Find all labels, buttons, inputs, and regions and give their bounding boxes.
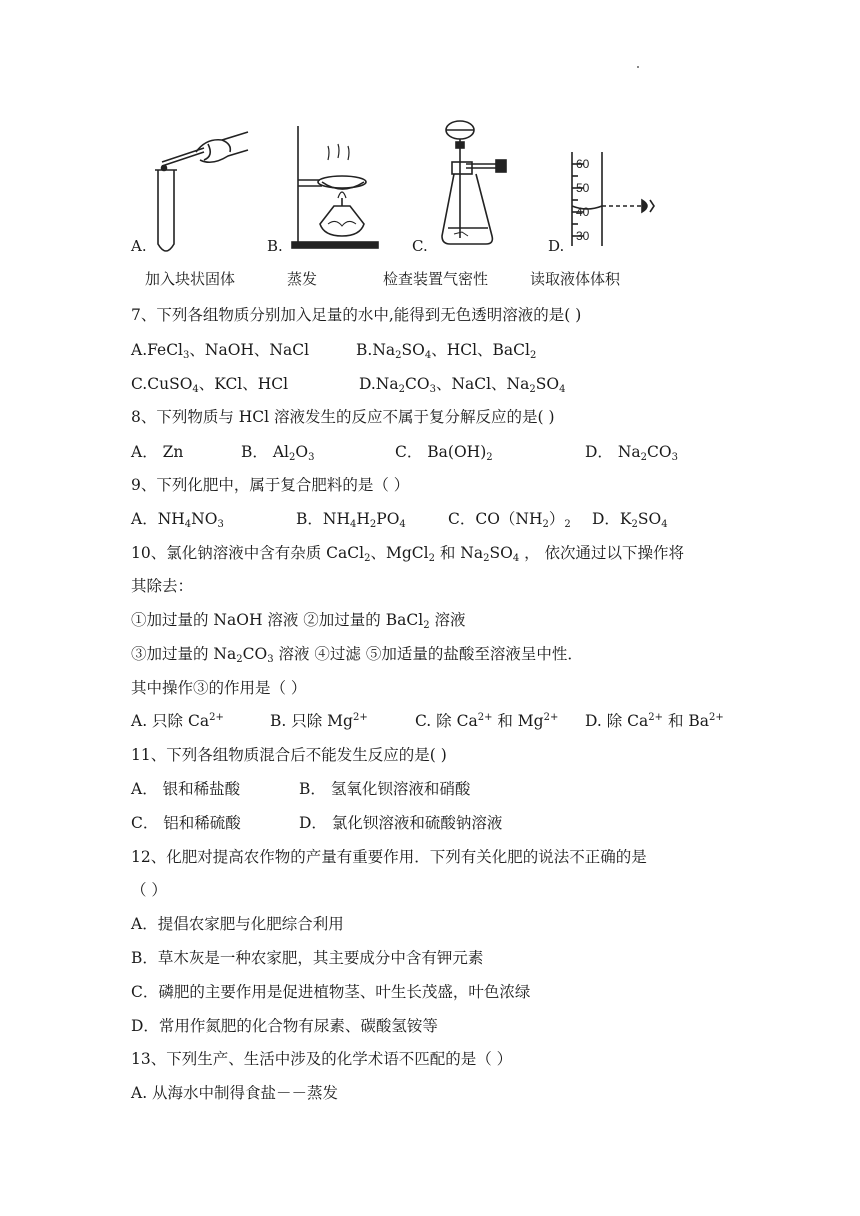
q10-text: ， 依次通过以下操作将 [519, 544, 685, 562]
q10-c-sup: 2+ [477, 712, 493, 723]
q10-text: ①加过量的 NaOH 溶液 ②加过量的 BaCl [131, 611, 424, 629]
q10-sub: 2 [423, 620, 430, 631]
q10-c-text: 和 Mg [492, 712, 544, 730]
q10-option-d [585, 709, 724, 731]
q10-option-c [415, 709, 558, 731]
q9-b-sub: 2 [369, 519, 377, 530]
q10-d-text: D. 除 Ca [585, 712, 649, 730]
q8-b-text: O [295, 443, 309, 461]
q11-stem: 11、下列各组物质混合后不能发生反应的是( ) [131, 746, 447, 764]
q9-option-b [296, 507, 406, 530]
figure-a-label: A. [131, 237, 147, 255]
q10-a-text: A. 只除 Ca [131, 712, 210, 730]
q10-sub: 2 [483, 553, 490, 564]
q7-option-b [356, 338, 536, 361]
q8-d-text: D． Na [585, 443, 641, 461]
q8-d-sub: 2 [640, 452, 648, 463]
figure-a-caption: 加入块状固体 [145, 270, 236, 288]
q9-a-sub: 4 [184, 519, 192, 530]
q9-c-sub: 2 [542, 519, 549, 530]
q10-b-sup: 2+ [352, 712, 368, 723]
q9-b-sub: 4 [399, 519, 406, 530]
q7-stem: 7、下列各组物质分别加入足量的水中,能得到无色透明溶液的是( ) [131, 306, 582, 324]
q12-stem-line1: 12、化肥对提高农作物的产量有重要作用．下列有关化肥的说法不正确的是 [131, 848, 647, 866]
figure-d-caption: 读取液体体积 [530, 270, 621, 288]
q13-option-a: A. 从海水中制得食盐－－蒸发 [131, 1084, 339, 1102]
q11-option-b: B． 氢氧化钡溶液和硝酸 [299, 780, 471, 798]
q9-a-sub: 3 [217, 519, 224, 530]
q7-b-text: B.Na [356, 341, 396, 359]
q10-sub: 3 [267, 654, 274, 665]
q10-d-sup: 2+ [709, 712, 724, 723]
q7-d-sub: 2 [529, 384, 536, 395]
figure-c-airtightness-illustration [436, 118, 536, 252]
q7-option-c [131, 372, 288, 395]
q10-text: 10、氯化钠溶液中含有杂质 CaCl [131, 544, 365, 562]
q10-sub: 2 [428, 553, 435, 564]
figure-b-caption: 蒸发 [287, 270, 318, 288]
q10-text: CO [242, 645, 268, 663]
q10-sub: 2 [236, 654, 243, 665]
q7-b-text: SO [401, 341, 425, 359]
q10-stem-line2: 其除去： [131, 577, 194, 595]
q7-d-text: SO [535, 375, 560, 393]
figure-b-evaporation-illustration [284, 124, 384, 252]
q12-option-c: C．磷肥的主要作用是促进植物茎、叶生长茂盛，叶色浓绿 [131, 983, 531, 1001]
q12-option-b: B．草木灰是一种农家肥，其主要成分中含有钾元素 [131, 949, 484, 967]
figure-b-label: B. [267, 237, 283, 255]
q10-sub: 2 [364, 553, 371, 564]
q10-sub: 4 [512, 553, 520, 564]
q7-a-text: 、NaOH、NaCl [189, 341, 310, 359]
figure-c-label: C. [412, 237, 428, 255]
q10-text: 溶液 [429, 611, 466, 629]
page-dot [637, 66, 639, 68]
q9-d-text: D．K [592, 510, 632, 528]
q9-option-d [592, 507, 668, 530]
q10-text: ③加过量的 Na [131, 645, 237, 663]
q9-a-text: NO [191, 510, 218, 528]
q10-a-sup: 2+ [209, 712, 224, 723]
q8-b-sub: 2 [288, 452, 296, 463]
q7-d-text: D.Na [359, 375, 399, 393]
q9-c-sub: 2 [564, 519, 571, 530]
q7-d-sub: 2 [398, 384, 405, 395]
q10-d-sup: 2+ [648, 712, 664, 723]
q8-b-text: B． Al [241, 443, 289, 461]
q12-option-a: A．提倡农家肥与化肥综合利用 [131, 915, 344, 933]
q9-b-text: B．NH [296, 510, 350, 528]
q7-b-sub: 2 [395, 350, 402, 361]
figure-d-label: D. [548, 237, 565, 255]
q7-c-text: C.CuSO [131, 375, 193, 393]
q7-d-sub: 4 [559, 384, 566, 395]
q9-a-text: A．NH [131, 510, 185, 528]
cylinder-tick-50: 50 [576, 181, 590, 195]
q9-option-c [448, 507, 571, 530]
q7-d-sub: 3 [429, 384, 436, 395]
q8-stem: 8、下列物质与 HCl 溶液发生的反应不属于复分解反应的是( ) [131, 408, 555, 426]
q7-a-text: A.FeCl [131, 341, 184, 359]
q7-option-d [359, 372, 565, 395]
q7-a-sub: 3 [183, 350, 190, 361]
q7-option-a [131, 338, 309, 361]
q10-operations-line2 [131, 642, 583, 665]
q8-option-a: A． Zn [131, 443, 184, 461]
q9-d-sub: 2 [631, 519, 638, 530]
q13-stem: 13、下列生产、生活中涉及的化学术语不匹配的是（ ） [131, 1050, 513, 1068]
q9-d-sub: 4 [661, 519, 668, 530]
q10-operations-line1 [131, 608, 466, 631]
q10-c-sup: 2+ [543, 712, 559, 723]
q8-option-b [241, 440, 314, 463]
q11-option-c: C． 铝和稀硫酸 [131, 814, 241, 832]
q7-b-sub: 2 [530, 350, 537, 361]
q9-b-text: PO [376, 510, 400, 528]
q8-c-sub: 2 [486, 452, 493, 463]
q9-stem: 9、下列化肥中，属于复合肥料的是（ ） [131, 476, 410, 494]
figure-row [0, 118, 860, 258]
q10-text: 、MgCl [370, 544, 429, 562]
q8-d-sub: 3 [671, 452, 678, 463]
q12-stem-line2: （ ） [131, 881, 167, 899]
q7-b-text: 、HCl、BaCl [431, 341, 530, 359]
q9-d-text: SO [637, 510, 662, 528]
q7-c-text: 、KCl、HCl [198, 375, 289, 393]
q10-b-text: B. 只除 Mg [270, 712, 353, 730]
q10-stem-line1 [131, 541, 684, 564]
q11-option-a: A． 银和稀盐酸 [131, 780, 241, 798]
q7-d-text: CO [404, 375, 430, 393]
q10-text: 和 Na [434, 544, 484, 562]
q8-option-c [395, 440, 493, 463]
q10-option-a [131, 709, 224, 731]
cylinder-tick-30: 30 [576, 229, 590, 243]
q7-d-text: 、NaCl、Na [435, 375, 530, 393]
q10-text: SO [489, 544, 513, 562]
q8-b-sub: 3 [308, 452, 315, 463]
q9-b-text: H [356, 510, 370, 528]
q10-text: 溶液 ④过滤 ⑤加适量的盐酸至溶液呈中性． [273, 645, 583, 663]
figure-c-caption: 检查装置气密性 [383, 270, 489, 288]
q8-c-text: C． Ba(OH) [395, 443, 487, 461]
cylinder-tick-60: 60 [576, 157, 590, 171]
q10-option-b [270, 709, 368, 731]
q7-c-sub: 4 [192, 384, 199, 395]
figure-d-graduated-cylinder-illustration [566, 150, 666, 250]
q9-c-text: C．CO（NH [448, 510, 543, 528]
cylinder-tick-40: 40 [576, 205, 590, 219]
q8-option-d [585, 440, 678, 463]
q12-option-d: D．常用作氮肥的化合物有尿素、碳酸氢铵等 [131, 1017, 438, 1035]
q11-option-d: D． 氯化钡溶液和硫酸钠溶液 [299, 814, 503, 832]
q10-ask: 其中操作③的作用是（ ） [131, 679, 307, 697]
q10-c-text: C. 除 Ca [415, 712, 478, 730]
q9-option-a [131, 507, 224, 530]
q8-d-text: CO [647, 443, 672, 461]
q9-b-sub: 4 [349, 519, 357, 530]
q9-c-text: ） [548, 510, 565, 528]
q10-d-text: 和 Ba [663, 712, 710, 730]
q7-b-sub: 4 [424, 350, 432, 361]
figure-a-test-tube-illustration [148, 126, 258, 256]
